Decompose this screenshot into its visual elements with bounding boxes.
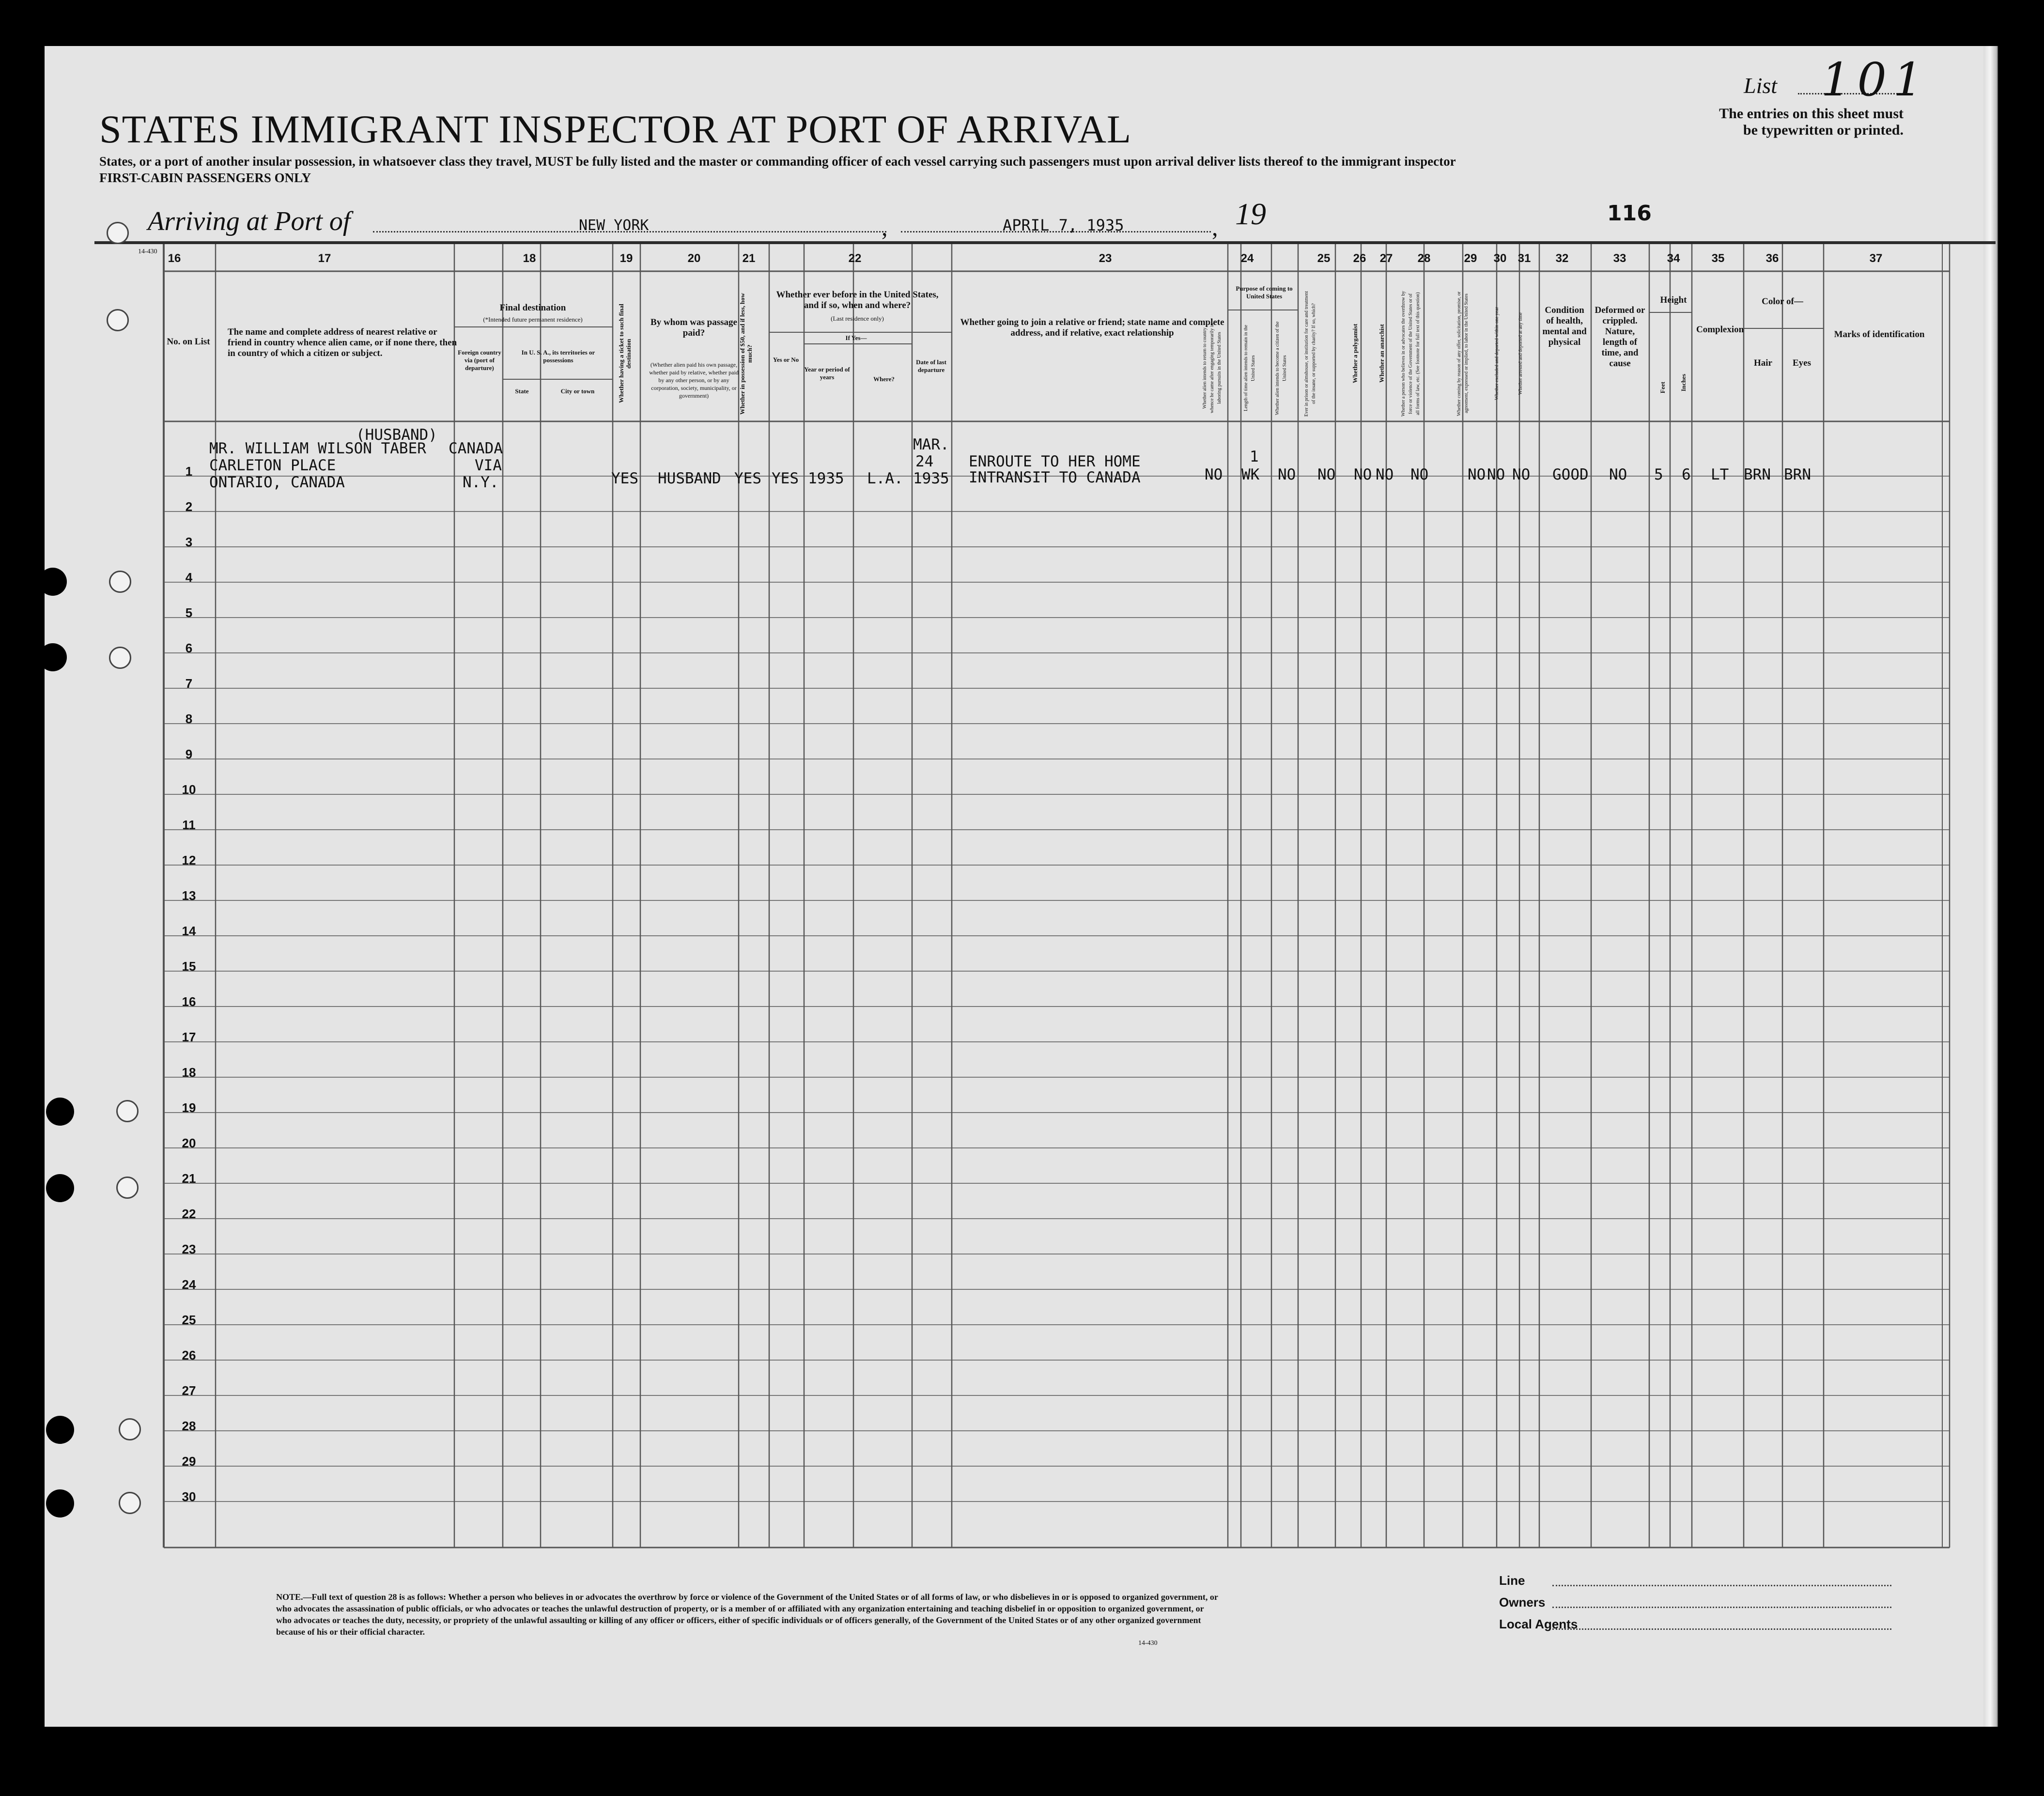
column-number-36: 36 bbox=[1765, 252, 1779, 265]
row-number: 23 bbox=[182, 1242, 196, 1256]
column-number-20: 20 bbox=[687, 252, 701, 265]
foreign-country: CANADA bbox=[449, 440, 503, 457]
header-fifty-dollars: Whether in possession of $50, and if less, how much? bbox=[739, 293, 753, 415]
header-passage-paid: By whom was passage paid? bbox=[650, 317, 737, 338]
header-year-period: Year or period of years bbox=[804, 366, 850, 381]
binder-ring bbox=[119, 1418, 141, 1440]
before-in-us-value: YES bbox=[772, 470, 799, 487]
local-agents-label: Local Agents bbox=[1499, 1617, 1578, 1631]
where-value: L.A. bbox=[867, 470, 903, 487]
relative-name: MR. WILLIAM WILSON TABER bbox=[209, 440, 426, 457]
entries-note-line-1: The entries on this sheet must bbox=[1719, 106, 1904, 122]
header-inches: Inches bbox=[1680, 373, 1687, 392]
feet-value: 5 bbox=[1654, 466, 1663, 483]
row-number: 15 bbox=[182, 959, 196, 974]
row-number: 29 bbox=[182, 1454, 196, 1469]
header-color-of: Color of— bbox=[1762, 296, 1803, 307]
binder-hole bbox=[46, 1098, 74, 1126]
year-prefix: 19 bbox=[1235, 197, 1266, 231]
column-number-25: 25 bbox=[1317, 252, 1331, 265]
header-prison: Ever in prison or almshouse, or institution for care and treatment of the insane, or supported by charity? If so, which? bbox=[1304, 291, 1316, 417]
arrival-date: APRIL 7, 1935 bbox=[1003, 216, 1124, 234]
column-number-28: 28 bbox=[1417, 252, 1431, 265]
row-number: 30 bbox=[182, 1489, 196, 1504]
binder-ring bbox=[116, 1100, 139, 1122]
row-number: 16 bbox=[182, 994, 196, 1009]
header-last-residence: (Last residence only) bbox=[831, 315, 884, 322]
arrested-value: NO bbox=[1512, 466, 1531, 483]
column-number-35: 35 bbox=[1711, 252, 1725, 265]
row-number: 25 bbox=[182, 1313, 196, 1327]
owners-field bbox=[1552, 1607, 1891, 1608]
header-passage-paid-sub: (Whether alien paid his own passage, whether paid by relative, whether paid by any other person, or by any corporation, society, municipality, or government) bbox=[649, 361, 739, 399]
binder-hole bbox=[39, 568, 67, 596]
binder-hole bbox=[46, 1416, 74, 1444]
column-number-37: 37 bbox=[1869, 252, 1883, 265]
column-number-32: 32 bbox=[1555, 252, 1569, 265]
foreign-via: VIA bbox=[475, 457, 502, 474]
binder-ring bbox=[109, 647, 131, 669]
header-feet: Feet bbox=[1659, 382, 1666, 393]
header-state: State bbox=[515, 387, 529, 395]
header-final-destination-sub: (*Intended future permanent residence) bbox=[483, 316, 583, 323]
header-overthrow: Whether a person who believes in or advocates the overthrow by force or violence of the Government of the United States or of all forms of law, etc. (See footnote for full text of this question) bbox=[1401, 291, 1421, 417]
column-number-17: 17 bbox=[318, 252, 331, 265]
complexion-value: LT bbox=[1711, 466, 1729, 483]
row-number: 27 bbox=[182, 1383, 196, 1398]
first-cabin-label: FIRST-CABIN PASSENGERS ONLY bbox=[99, 170, 311, 185]
header-labor-offer: Whether coming by reason of any offer, solicitation, promise, or agreement, expressed or implied, to labor in the United States bbox=[1456, 291, 1469, 416]
list-number: 101 bbox=[1821, 53, 1930, 107]
header-final-destination: Final destination bbox=[499, 303, 566, 313]
row-number: 20 bbox=[182, 1136, 196, 1150]
local-agents-field bbox=[1552, 1628, 1891, 1630]
departure-day: 24 bbox=[915, 453, 934, 470]
binder-hole bbox=[2, 305, 31, 333]
header-eyes: Eyes bbox=[1793, 358, 1811, 368]
year-value: 1935 bbox=[808, 470, 844, 487]
row-number: 17 bbox=[182, 1030, 196, 1044]
excluded-value: NO bbox=[1487, 466, 1505, 483]
separator-comma: , bbox=[882, 214, 888, 241]
row-number: 12 bbox=[182, 853, 196, 867]
relative-address-1: CARLETON PLACE bbox=[209, 457, 336, 474]
header-return-intent: Whether alien intends to return to country whence he came after engaging temporarily in laboring pursuits in the United States bbox=[1202, 323, 1222, 413]
deformed-value: NO bbox=[1609, 466, 1627, 483]
inches-value: 6 bbox=[1682, 466, 1691, 483]
header-polygamist: Whether a polygamist bbox=[1351, 324, 1359, 384]
row-number: 18 bbox=[182, 1065, 196, 1080]
header-joining-relative: Whether going to join a relative or friend; state name and complete address, and if relative, exact relationship bbox=[960, 317, 1224, 338]
labor-offer-value: NO bbox=[1468, 466, 1486, 483]
column-number-29: 29 bbox=[1464, 252, 1477, 265]
column-number-19: 19 bbox=[619, 252, 633, 265]
row-number: 2 bbox=[185, 499, 193, 514]
prison-value: NO bbox=[1317, 466, 1336, 483]
column-number-26: 26 bbox=[1353, 252, 1366, 265]
header-nearest-relative: The name and complete address of nearest relative or friend in country whence alien came, or if none there, then in country of which a citizen or subject. bbox=[228, 327, 457, 358]
money-value: YES bbox=[734, 470, 761, 487]
binder-hole bbox=[2, 220, 31, 248]
departure-year: 1935 bbox=[913, 470, 949, 487]
row-number: 24 bbox=[182, 1277, 196, 1292]
header-deformed: Deformed or crippled. Nature, length of time, and cause bbox=[1595, 305, 1645, 369]
row-number: 7 bbox=[185, 676, 193, 691]
header-anarchist: Whether an anarchist bbox=[1378, 324, 1385, 383]
document-title: STATES IMMIGRANT INSPECTOR AT PORT OF ARRIVAL bbox=[99, 107, 1132, 151]
eyes-value: BRN bbox=[1784, 466, 1811, 483]
passage-paid-value: HUSBAND bbox=[658, 470, 721, 487]
header-excluded: Whether excluded and deported within one year bbox=[1494, 307, 1500, 401]
header-length-of-stay: Length of time alien intends to remain in the United States bbox=[1243, 325, 1256, 412]
binder-ring bbox=[109, 571, 131, 593]
row-number: 8 bbox=[185, 712, 193, 726]
hair-value: BRN bbox=[1744, 466, 1771, 483]
header-health: Condition of health, mental and physical bbox=[1542, 305, 1587, 347]
column-number-27: 27 bbox=[1379, 252, 1393, 265]
binder-ring bbox=[119, 1492, 141, 1514]
arriving-label: Arriving at Port of bbox=[148, 206, 351, 236]
header-city: City or town bbox=[560, 387, 595, 395]
health-value: GOOD bbox=[1552, 466, 1589, 483]
owners-label: Owners bbox=[1499, 1595, 1546, 1610]
sheet-number: 116 bbox=[1607, 201, 1652, 226]
row-number: 13 bbox=[182, 888, 196, 903]
binder-ring bbox=[116, 1177, 139, 1199]
port-name: NEW YORK bbox=[579, 217, 649, 234]
column-number-33: 33 bbox=[1613, 252, 1626, 265]
row-number: 6 bbox=[185, 641, 193, 655]
joining-line-2: INTRANSIT TO CANADA bbox=[969, 469, 1141, 486]
column-number-21: 21 bbox=[742, 252, 756, 265]
departure-month: MAR. bbox=[913, 436, 949, 453]
row-number: 26 bbox=[182, 1348, 196, 1362]
foreign-port: N.Y. bbox=[463, 474, 499, 491]
row-number: 14 bbox=[182, 924, 196, 938]
column-number-22: 22 bbox=[848, 252, 862, 265]
binder-hole bbox=[46, 1489, 74, 1517]
header-marks: Marks of identification bbox=[1834, 329, 1925, 340]
instructions-text: States, or a port of another insular possession, in whatsoever class they travel, MUST be fully listed and the master or commanding officer of each vessel carrying such passengers must upon arrival deliver lists thereof to the immigrant inspector bbox=[99, 154, 1456, 169]
column-number-31: 31 bbox=[1518, 252, 1531, 265]
binder-ring bbox=[107, 222, 129, 244]
form-code-bottom: 14-430 bbox=[1138, 1640, 1158, 1647]
row-number: 9 bbox=[185, 747, 193, 761]
binder-hole bbox=[39, 643, 67, 671]
overthrow-value: NO bbox=[1410, 466, 1429, 483]
header-date-departure: Date of last departure bbox=[916, 358, 946, 373]
relative-address-2: ONTARIO, CANADA bbox=[209, 474, 345, 491]
entries-note-line-2: be typewritten or printed. bbox=[1743, 122, 1904, 138]
header-complexion: Complexion bbox=[1696, 325, 1744, 335]
header-if-yes: If Yes— bbox=[845, 334, 867, 341]
header-ever-before-in-us: Whether ever before in the United States, and if so, when and where? bbox=[776, 290, 939, 310]
header-hair: Hair bbox=[1754, 358, 1772, 368]
row-number: 19 bbox=[182, 1100, 196, 1115]
header-height: Height bbox=[1660, 295, 1687, 305]
length-unit: WK bbox=[1241, 466, 1260, 483]
row-number: 22 bbox=[182, 1207, 196, 1221]
header-yes-or-no: Yes or No bbox=[773, 356, 799, 363]
row-number: 1 bbox=[185, 464, 193, 479]
separator-comma: , bbox=[1212, 214, 1218, 241]
return-value: NO bbox=[1205, 466, 1223, 483]
header-become-citizen: Whether alien intends to become a citizen of the United States bbox=[1275, 321, 1287, 415]
footer-note: NOTE.—Full text of question 28 is as follows: Whether a person who believes in or advocates the overthrow by force or violence of the Government of the United States or of all forms of law, or who disbelieves in or is opposed to organized government, or who advocates the assassination of public officials, or who advocates or teaches the unlawful destruction of property, or is a member of or affiliated with any organization entertaining and teaching disbelief in or opposition to organized government, or who advocates or teaches the duty, necessity, or propriety of the unlawful assaulting or killing of any officer or officers, either of specific individuals or of officers generally, of the Government of the United States or of any other organized government because of his or their official character. bbox=[276, 1592, 1218, 1637]
row-number: 21 bbox=[182, 1171, 196, 1186]
header-in-usa: In U. S. A., its territories or possessions bbox=[521, 349, 595, 364]
row-number: 11 bbox=[182, 818, 196, 832]
length-number: 1 bbox=[1250, 448, 1259, 465]
header-foreign-country: Foreign country via (port of departure) bbox=[458, 349, 501, 372]
row-number: 3 bbox=[185, 535, 193, 549]
binder-hole bbox=[46, 1174, 74, 1202]
row-number: 4 bbox=[185, 570, 193, 585]
header-ticket: Whether having a ticket to such final destination bbox=[618, 304, 632, 403]
column-number-18: 18 bbox=[523, 252, 536, 265]
anarchist-value: NO bbox=[1376, 466, 1394, 483]
ticket-value: YES bbox=[611, 470, 638, 487]
column-number-23: 23 bbox=[1099, 252, 1112, 265]
column-number-16: 16 bbox=[168, 252, 181, 265]
column-number-30: 30 bbox=[1493, 252, 1507, 265]
column-number-34: 34 bbox=[1667, 252, 1680, 265]
joining-line-1: ENROUTE TO HER HOME bbox=[969, 453, 1141, 470]
polygamist-value: NO bbox=[1354, 466, 1372, 483]
citizen-value: NO bbox=[1278, 466, 1296, 483]
row-number: 28 bbox=[182, 1419, 196, 1433]
relative-note: (HUSBAND) bbox=[356, 426, 437, 444]
row-number: 10 bbox=[182, 782, 196, 797]
form-code-top: 14-430 bbox=[138, 248, 157, 255]
row-number: 5 bbox=[185, 605, 193, 620]
line-field bbox=[1552, 1585, 1891, 1586]
header-no-on-list: No. on List bbox=[167, 337, 210, 347]
header-where: Where? bbox=[873, 375, 895, 383]
column-number-24: 24 bbox=[1240, 252, 1254, 265]
header-purpose: Purpose of coming to United States bbox=[1236, 285, 1293, 300]
list-label: List bbox=[1744, 73, 1778, 98]
header-arrested: Whether arrested and deported at any time bbox=[1518, 312, 1523, 395]
binder-ring bbox=[107, 309, 129, 331]
line-label: Line bbox=[1499, 1573, 1525, 1588]
